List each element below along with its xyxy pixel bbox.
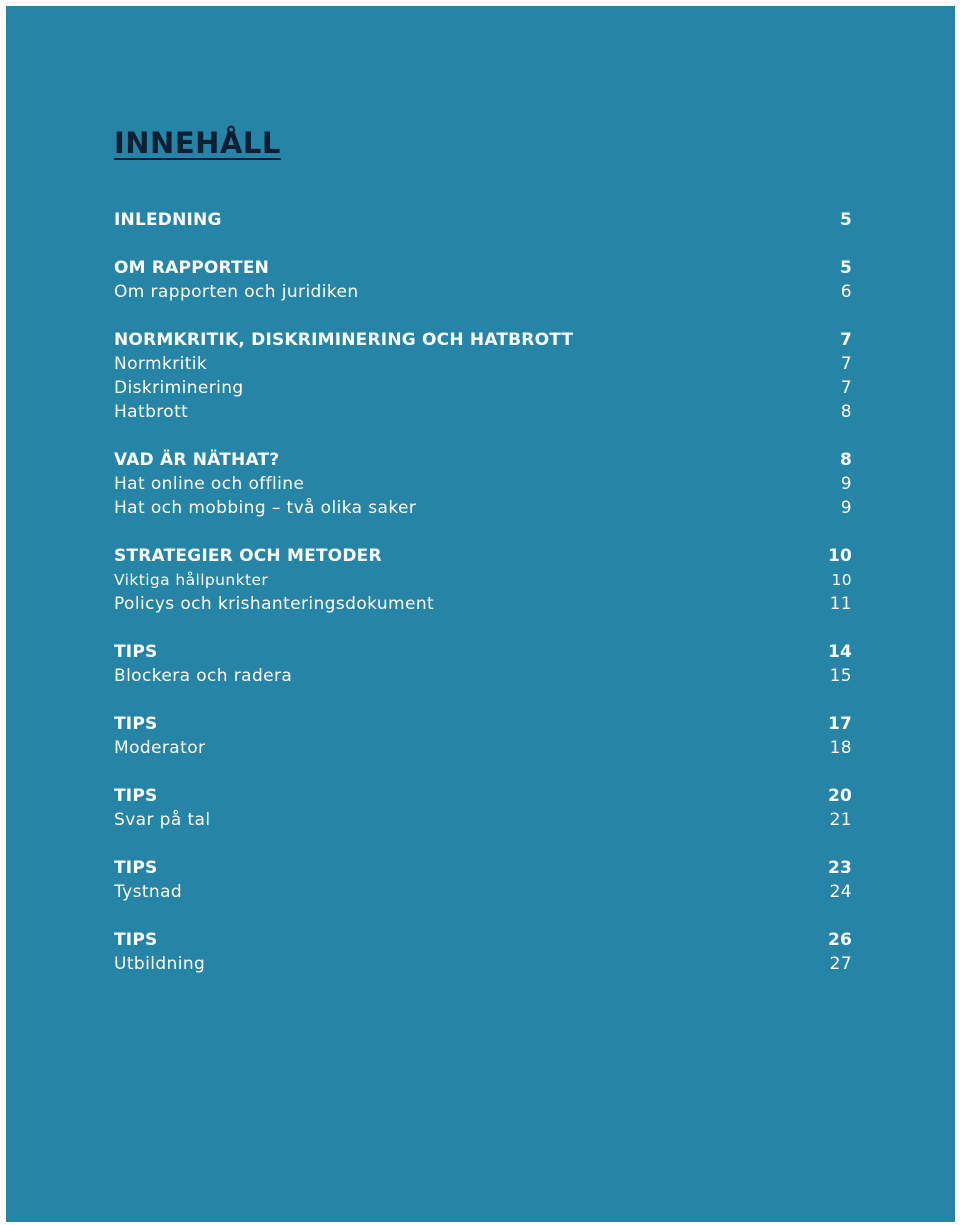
toc-entry[interactable] — [114, 880, 852, 904]
entry-label: Normkritik — [114, 354, 208, 374]
entry-page-number: 9 — [840, 498, 852, 518]
section-page-number: 20 — [827, 786, 852, 806]
section-page-number: 10 — [827, 546, 852, 566]
entry-label: Hat och mobbing – två olika saker — [114, 498, 417, 518]
section-title: TIPS — [114, 786, 158, 806]
toc-entry[interactable] — [114, 496, 852, 520]
toc-page — [6, 6, 955, 1222]
entry-label: Diskriminering — [114, 378, 244, 398]
entry-label: Om rapporten och juridiken — [114, 282, 359, 302]
section-page-number: 5 — [839, 258, 852, 278]
entry-page-number: 7 — [840, 354, 852, 374]
toc-section — [114, 448, 852, 520]
toc-section — [114, 208, 852, 232]
page-title: INNEHÅLL — [114, 126, 281, 160]
section-page-number: 17 — [827, 714, 852, 734]
entry-page-number: 11 — [829, 594, 852, 614]
entry-page-number: 6 — [840, 282, 852, 302]
toc-section-title-row[interactable] — [114, 256, 852, 280]
section-page-number: 8 — [839, 450, 852, 470]
toc-section-title-row[interactable] — [114, 640, 852, 664]
toc-entry[interactable] — [114, 352, 852, 376]
entry-page-number: 10 — [831, 571, 852, 589]
entry-page-number: 24 — [829, 882, 852, 902]
toc-section — [114, 712, 852, 760]
table-of-contents — [114, 208, 852, 1000]
toc-section — [114, 256, 852, 304]
toc-section-title-row[interactable] — [114, 712, 852, 736]
entry-page-number: 7 — [840, 378, 852, 398]
entry-page-number: 21 — [829, 810, 852, 830]
entry-label: Hatbrott — [114, 402, 189, 422]
section-page-number: 23 — [827, 858, 852, 878]
entry-label: Viktiga hållpunkter — [114, 571, 269, 589]
toc-section-title-row[interactable] — [114, 856, 852, 880]
entry-label: Blockera och radera — [114, 666, 293, 686]
section-page-number: 7 — [839, 330, 852, 350]
toc-section-title-row[interactable] — [114, 208, 852, 232]
entry-label: Utbildning — [114, 954, 206, 974]
section-title: TIPS — [114, 642, 158, 662]
toc-entry[interactable] — [114, 664, 852, 688]
section-page-number: 26 — [827, 930, 852, 950]
section-title: NORMKRITIK, DISKRIMINERING OCH HATBROTT — [114, 330, 574, 350]
toc-entry[interactable] — [114, 808, 852, 832]
entry-label: Svar på tal — [114, 810, 211, 830]
toc-section — [114, 928, 852, 976]
toc-section-title-row[interactable] — [114, 784, 852, 808]
toc-section-title-row[interactable] — [114, 544, 852, 568]
toc-section — [114, 328, 852, 424]
toc-section — [114, 856, 852, 904]
section-title: OM RAPPORTEN — [114, 258, 270, 278]
section-title: INLEDNING — [114, 210, 222, 230]
toc-entry[interactable] — [114, 952, 852, 976]
toc-section — [114, 784, 852, 832]
toc-section — [114, 640, 852, 688]
section-title: STRATEGIER OCH METODER — [114, 546, 382, 566]
section-title: VAD ÄR NÄTHAT? — [114, 450, 280, 470]
entry-label: Tystnad — [114, 882, 183, 902]
entry-page-number: 27 — [829, 954, 852, 974]
section-page-number: 5 — [839, 210, 852, 230]
entry-page-number: 15 — [829, 666, 852, 686]
toc-entry[interactable] — [114, 400, 852, 424]
toc-entry[interactable] — [114, 280, 852, 304]
section-page-number: 14 — [827, 642, 852, 662]
toc-section-title-row[interactable] — [114, 928, 852, 952]
entry-label: Policys och krishanteringsdokument — [114, 594, 435, 614]
section-title: TIPS — [114, 858, 158, 878]
toc-entry[interactable] — [114, 592, 852, 616]
toc-entry[interactable] — [114, 376, 852, 400]
entry-page-number: 9 — [840, 474, 852, 494]
section-title: TIPS — [114, 930, 158, 950]
toc-section-title-row[interactable] — [114, 448, 852, 472]
section-title: TIPS — [114, 714, 158, 734]
toc-entry[interactable] — [114, 736, 852, 760]
toc-section — [114, 544, 852, 616]
entry-page-number: 18 — [829, 738, 852, 758]
entry-label: Moderator — [114, 738, 206, 758]
entry-page-number: 8 — [840, 402, 852, 422]
toc-section-title-row[interactable] — [114, 328, 852, 352]
toc-entry[interactable] — [114, 472, 852, 496]
toc-entry[interactable] — [114, 568, 852, 592]
entry-label: Hat online och offline — [114, 474, 305, 494]
